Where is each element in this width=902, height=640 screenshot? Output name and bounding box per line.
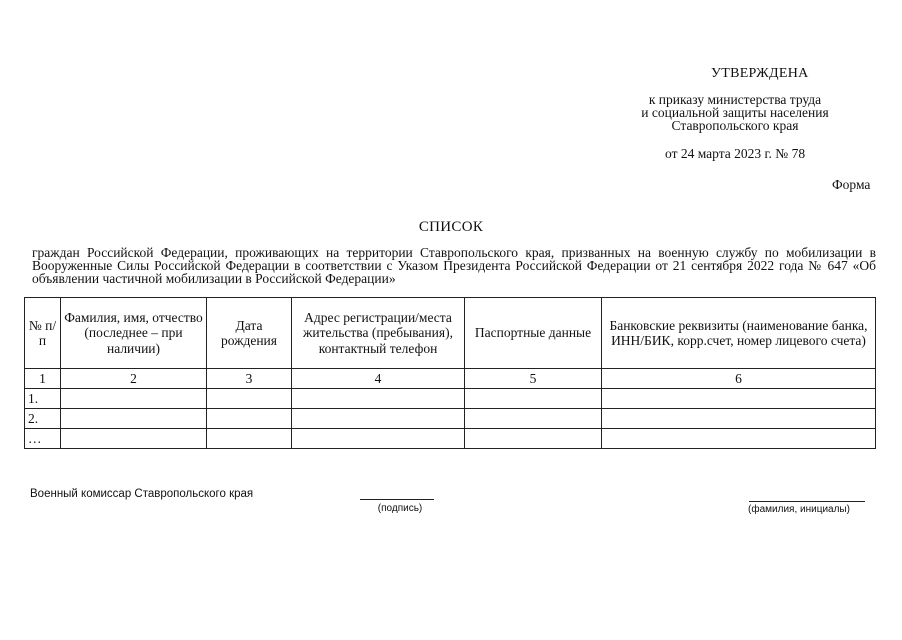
document-subtitle: граждан Российской Федерации, проживающих на территории Ставропольского края, призванных на военную службу по мобилизации в Вооруженные Силы Российской Федерации в соответствии с Указом Президента Российской Федерации от 21 сентября 2022 года № 647 «Об объявлении частичной мобилизации в Российской Федерации» xyxy=(32,245,876,286)
column-number: 4 xyxy=(292,369,465,389)
table-cell xyxy=(465,429,602,449)
table-cell xyxy=(602,389,876,409)
name-caption: (фамилия, инициалы) xyxy=(748,504,850,515)
row-index: … xyxy=(25,429,61,449)
row-index: 1. xyxy=(25,389,61,409)
column-number: 3 xyxy=(207,369,292,389)
column-number: 2 xyxy=(61,369,207,389)
column-number: 5 xyxy=(465,369,602,389)
table-cell xyxy=(61,409,207,429)
header-cell-bank: Банковские реквизиты (наименование банка, ИНН/БИК, корр.счет, номер лицевого счета) xyxy=(602,298,876,369)
table-cell xyxy=(292,409,465,429)
header-cell-passport: Паспортные данные xyxy=(465,298,602,369)
header-cell-birthdate: Дата рождения xyxy=(207,298,292,369)
order-reference xyxy=(600,93,870,132)
table-cell xyxy=(292,429,465,449)
table-cell xyxy=(207,429,292,449)
column-number: 1 xyxy=(25,369,61,389)
table-cell xyxy=(61,389,207,409)
signature-caption: (подпись) xyxy=(377,503,423,514)
order-date: от 24 марта 2023 г. № 78 xyxy=(665,146,806,161)
header-cell-number: № п/п xyxy=(25,298,61,369)
header-cell-name: Фамилия, имя, отчество (последнее – при наличии) xyxy=(61,298,207,369)
order-line-3: Ставропольского края xyxy=(671,118,799,133)
row-index: 2. xyxy=(25,409,61,429)
order-line-1: к приказу министерства труда xyxy=(648,92,822,107)
approval-stamp: УТВЕРЖДЕНА xyxy=(711,66,809,81)
name-line xyxy=(749,501,865,502)
signer-title: Военный комиссар Ставропольского края xyxy=(30,488,254,500)
table-cell xyxy=(602,409,876,429)
signature-line xyxy=(360,499,434,500)
table-row xyxy=(25,389,876,409)
column-number: 6 xyxy=(602,369,876,389)
table-cell xyxy=(207,389,292,409)
header-cell-address: Адрес регистрации/места жительства (пребывания), контактный телефон xyxy=(292,298,465,369)
order-line-2: и социальной защиты населения xyxy=(641,105,829,120)
table-cell xyxy=(292,389,465,409)
table-cell xyxy=(465,409,602,429)
table-header-row xyxy=(25,298,876,369)
citizens-table xyxy=(24,297,876,449)
form-label: Форма xyxy=(832,177,871,192)
table-row xyxy=(25,429,876,449)
table-row xyxy=(25,409,876,429)
table-cell xyxy=(465,389,602,409)
document-title: СПИСОК xyxy=(418,219,484,235)
table-cell xyxy=(602,429,876,449)
table-cell xyxy=(207,409,292,429)
column-number-row xyxy=(25,369,876,389)
table-cell xyxy=(61,429,207,449)
